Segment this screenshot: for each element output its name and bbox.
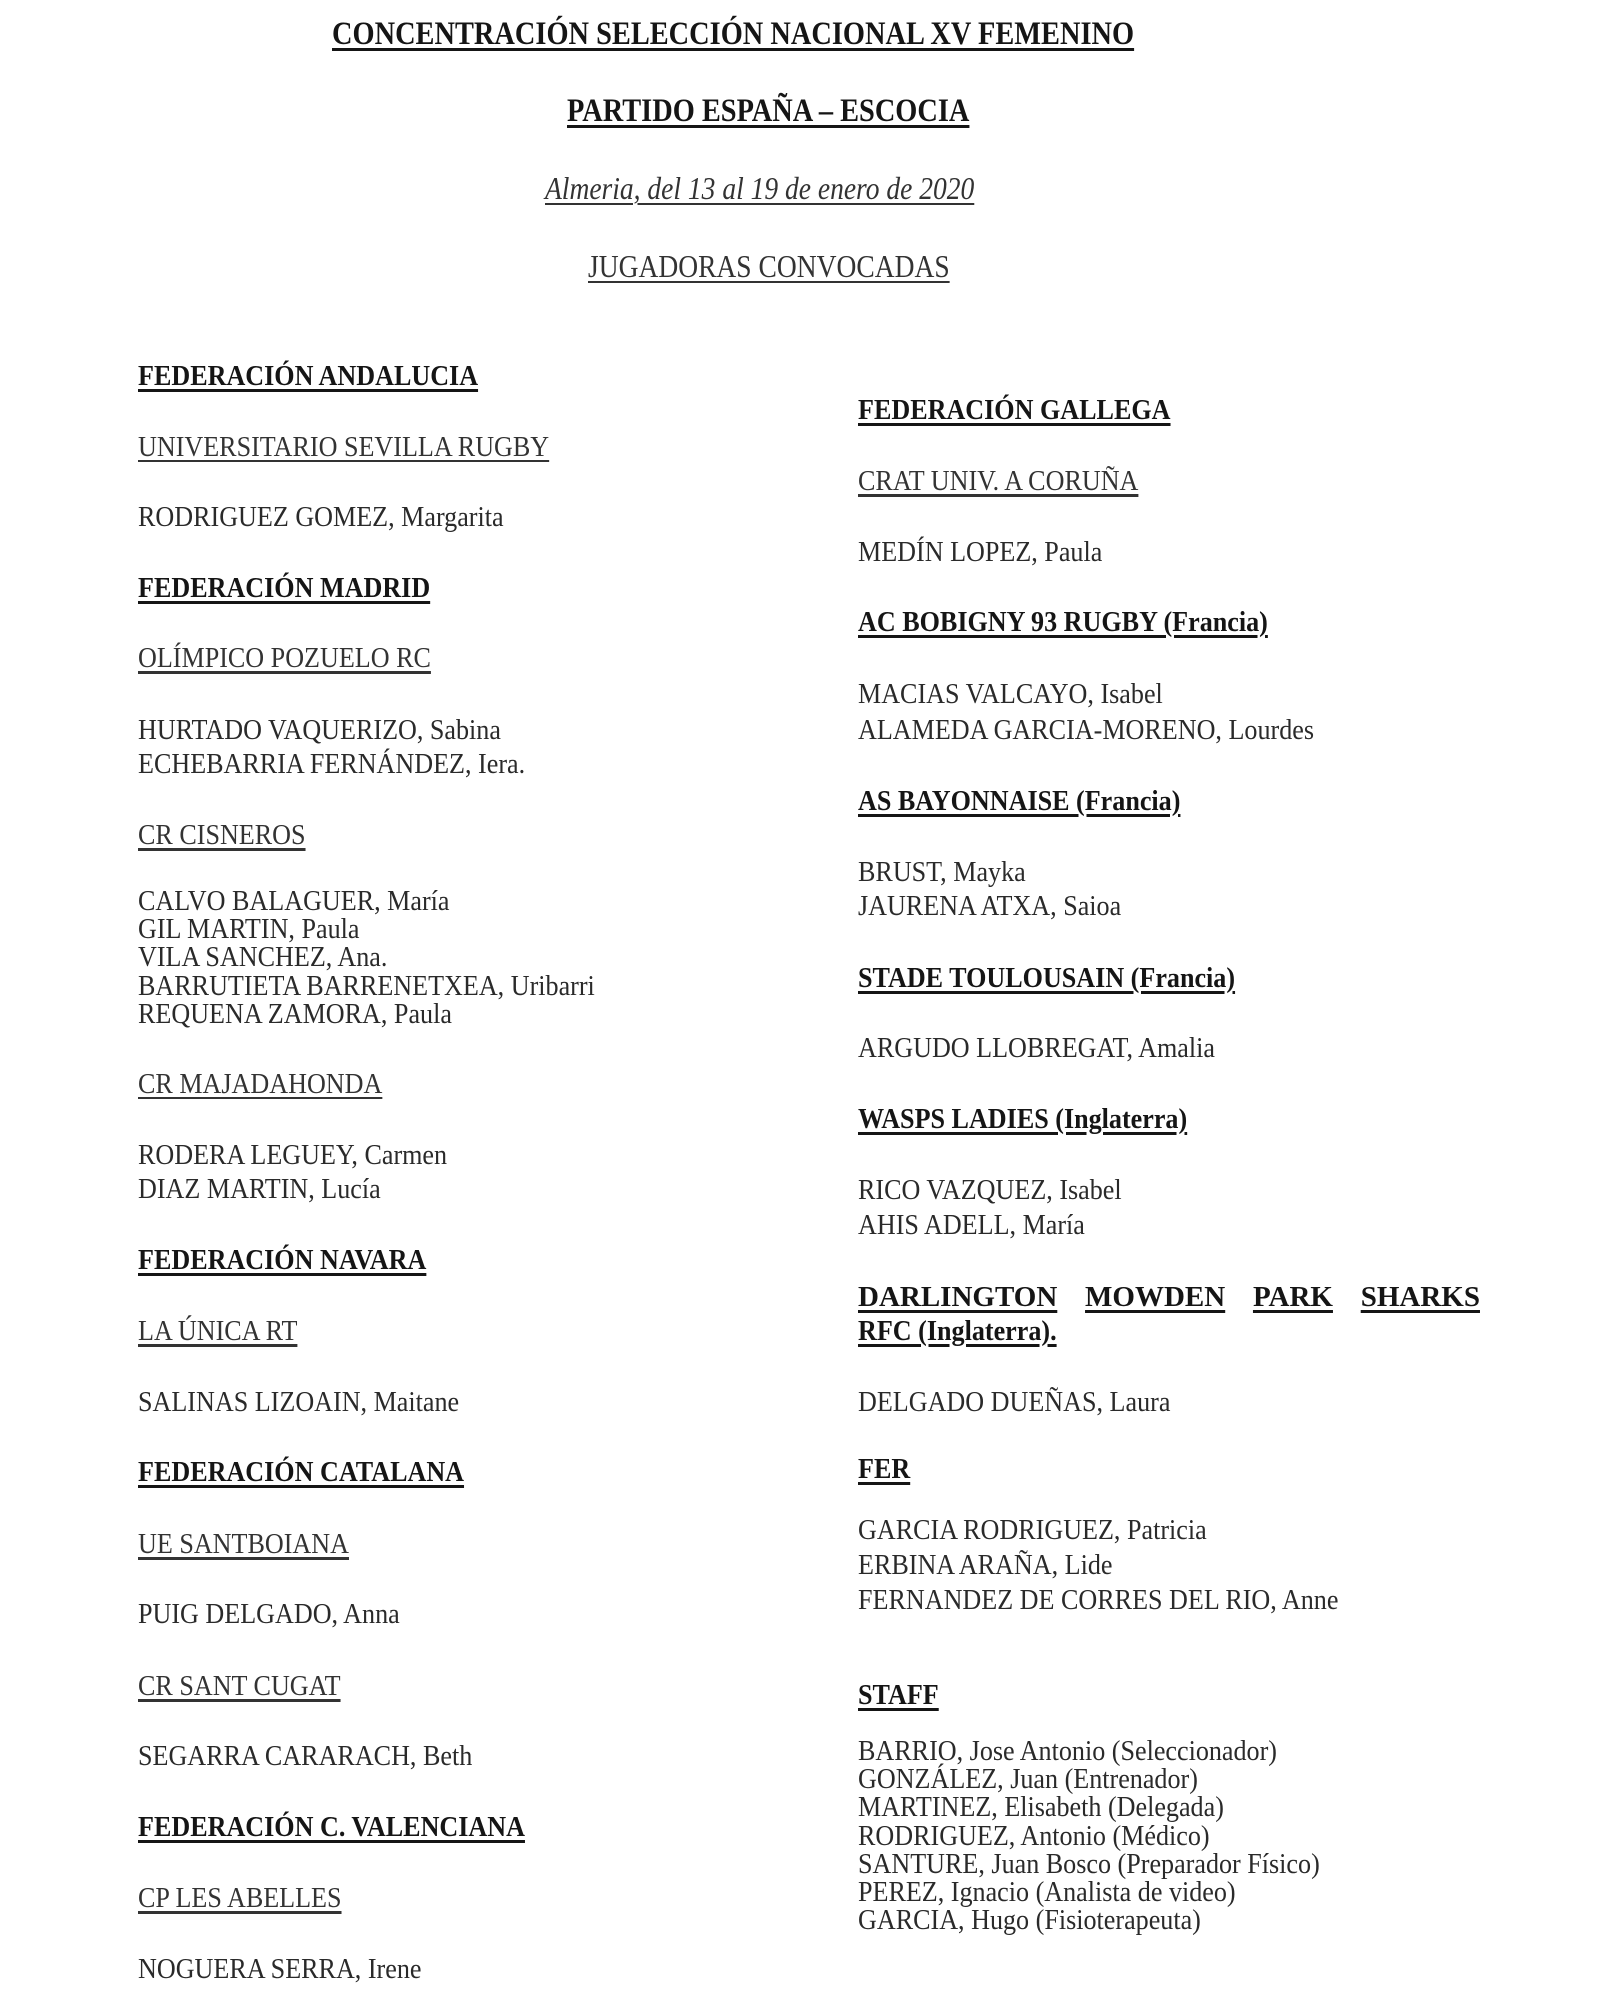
federation-heading-gallega: FEDERACIÓN GALLEGA xyxy=(858,394,1171,426)
club-heading-darlington-word: PARK xyxy=(1252,1281,1333,1313)
player-name: PUIG DELGADO, Anna xyxy=(138,1598,400,1630)
club-heading-darlington xyxy=(858,1283,1480,1312)
player-name: REQUENA ZAMORA, Paula xyxy=(138,998,452,1030)
player-name: MEDÍN LOPEZ, Paula xyxy=(858,536,1103,568)
document-title: CONCENTRACIÓN SELECCIÓN NACIONAL XV FEMENINO xyxy=(332,16,1135,52)
player-name: NOGUERA SERRA, Irene xyxy=(138,1953,422,1985)
club-heading-bayonnaise: AS BAYONNAISE (Francia) xyxy=(858,785,1181,817)
player-name: HURTADO VAQUERIZO, Sabina xyxy=(138,714,501,746)
club-heading-fer: FER xyxy=(858,1453,911,1485)
staff-heading: STAFF xyxy=(858,1679,939,1711)
player-name: ECHEBARRIA FERNÁNDEZ, Iera. xyxy=(138,748,526,780)
club-heading-pozuelo: OLÍMPICO POZUELO RC xyxy=(138,642,431,674)
player-name: BARRUTIETA BARRENETXEA, Uribarri xyxy=(138,970,595,1002)
player-name: RICO VAZQUEZ, Isabel xyxy=(858,1174,1122,1206)
club-heading-darlington-word: SHARKS xyxy=(1360,1281,1480,1313)
player-name: GARCIA RODRIGUEZ, Patricia xyxy=(858,1514,1207,1546)
player-name: RODRIGUEZ GOMEZ, Margarita xyxy=(138,501,504,533)
player-name: DIAZ MARTIN, Lucía xyxy=(138,1173,381,1205)
club-heading-toulousain: STADE TOULOUSAIN (Francia) xyxy=(858,962,1236,994)
club-heading-darlington-word: MOWDEN xyxy=(1085,1281,1226,1313)
staff-member: GARCIA, Hugo (Fisioterapeuta) xyxy=(858,1904,1201,1936)
club-heading-darlington-line2: RFC (Inglaterra). xyxy=(858,1315,1057,1347)
staff-member: BARRIO, Jose Antonio (Seleccionador) xyxy=(858,1735,1277,1767)
player-name: JAURENA ATXA, Saioa xyxy=(858,890,1122,922)
player-name: GIL MARTIN, Paula xyxy=(138,913,360,945)
club-heading-majadahonda: CR MAJADAHONDA xyxy=(138,1068,383,1100)
player-name: CALVO BALAGUER, María xyxy=(138,885,450,917)
club-heading-sevilla: UNIVERSITARIO SEVILLA RUGBY xyxy=(138,431,550,463)
staff-member: SANTURE, Juan Bosco (Preparador Físico) xyxy=(858,1848,1320,1880)
staff-member: GONZÁLEZ, Juan (Entrenador) xyxy=(858,1763,1198,1795)
federation-heading-andalucia: FEDERACIÓN ANDALUCIA xyxy=(138,360,479,392)
player-name: ERBINA ARAÑA, Lide xyxy=(858,1549,1113,1581)
club-heading-santboiana: UE SANTBOIANA xyxy=(138,1528,349,1560)
player-name: ARGUDO LLOBREGAT, Amalia xyxy=(858,1032,1215,1064)
player-name: SEGARRA CARARACH, Beth xyxy=(138,1740,473,1772)
federation-heading-madrid: FEDERACIÓN MADRID xyxy=(138,572,431,604)
player-name: FERNANDEZ DE CORRES DEL RIO, Anne xyxy=(858,1584,1339,1616)
federation-heading-valenciana: FEDERACIÓN C. VALENCIANA xyxy=(138,1811,525,1843)
place-dates: Almeria, del 13 al 19 de enero de 2020 xyxy=(545,170,975,206)
club-heading-wasps: WASPS LADIES (Inglaterra) xyxy=(858,1103,1188,1135)
player-name: DELGADO DUEÑAS, Laura xyxy=(858,1386,1171,1418)
club-heading-les-abelles: CP LES ABELLES xyxy=(138,1882,342,1914)
federation-heading-navara: FEDERACIÓN NAVARA xyxy=(138,1244,427,1276)
club-heading-la-unica: LA ÚNICA RT xyxy=(138,1315,298,1347)
staff-member: PEREZ, Ignacio (Analista de video) xyxy=(858,1876,1236,1908)
staff-member: RODRIGUEZ, Antonio (Médico) xyxy=(858,1820,1210,1852)
list-heading: JUGADORAS CONVOCADAS xyxy=(588,248,950,284)
player-name: VILA SANCHEZ, Ana. xyxy=(138,941,388,973)
player-name: MACIAS VALCAYO, Isabel xyxy=(858,678,1163,710)
player-name: BRUST, Mayka xyxy=(858,856,1026,888)
club-heading-bobigny: AC BOBIGNY 93 RUGBY (Francia) xyxy=(858,606,1268,638)
club-heading-cisneros: CR CISNEROS xyxy=(138,819,306,851)
player-name: AHIS ADELL, María xyxy=(858,1209,1085,1241)
match-title: PARTIDO ESPAÑA – ESCOCIA xyxy=(567,93,970,129)
player-name: SALINAS LIZOAIN, Maitane xyxy=(138,1386,460,1418)
club-heading-sant-cugat: CR SANT CUGAT xyxy=(138,1670,341,1702)
club-heading-coruna: CRAT UNIV. A CORUÑA xyxy=(858,465,1139,497)
player-name: RODERA LEGUEY, Carmen xyxy=(138,1139,448,1171)
federation-heading-catalana: FEDERACIÓN CATALANA xyxy=(138,1456,465,1488)
player-name: ALAMEDA GARCIA-MORENO, Lourdes xyxy=(858,714,1315,746)
staff-member: MARTINEZ, Elisabeth (Delegada) xyxy=(858,1791,1224,1823)
club-heading-darlington-word: DARLINGTON xyxy=(858,1281,1058,1313)
